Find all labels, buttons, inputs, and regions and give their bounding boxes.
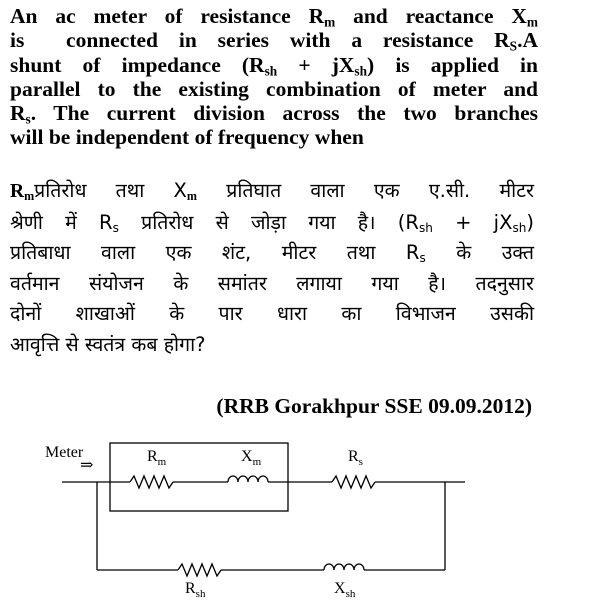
question-line bbox=[10, 28, 538, 52]
rs-label: $R_s$ bbox=[348, 448, 363, 468]
text-run: R bbox=[10, 181, 25, 202]
text-run: R bbox=[10, 101, 26, 126]
subscript: sh bbox=[264, 62, 278, 78]
question-line: will be independent of frequency when bbox=[10, 125, 364, 150]
question-english bbox=[10, 4, 538, 150]
question-line bbox=[10, 238, 534, 269]
subscript: s bbox=[419, 251, 426, 266]
text-run: + jX bbox=[277, 52, 355, 77]
subscript: s bbox=[25, 111, 31, 127]
question-line bbox=[10, 208, 534, 239]
subscript: sh bbox=[418, 220, 433, 235]
question-hindi bbox=[10, 176, 534, 361]
subscript: S bbox=[509, 38, 518, 54]
xm-label: $X_m$ bbox=[241, 448, 262, 468]
arrow-icon: ⇒ bbox=[80, 457, 94, 474]
question-line: दोनों शाखाओं के पार धारा का विभाजन उसकी bbox=[10, 302, 534, 326]
rm-label: $R_m$ bbox=[147, 448, 167, 468]
text-run: प्रतिबाधा वाला एक शंट, मीटर तथा R bbox=[10, 241, 420, 265]
question-line bbox=[10, 101, 538, 125]
rm-resistor bbox=[130, 476, 173, 488]
exam-source: (RRB Gorakhpur SSE 09.09.2012) bbox=[216, 394, 532, 418]
text-run: प्रतिरोध तथा X bbox=[34, 179, 187, 202]
subscript: m bbox=[526, 14, 538, 30]
rsh-label: $R_{sh}$ bbox=[185, 580, 206, 600]
text-run: के उक्त bbox=[425, 241, 534, 265]
subscript: m bbox=[24, 189, 35, 204]
text-run: प्रतिरोध से जोड़ा गया है। (R bbox=[118, 210, 419, 234]
text-run: An ac meter of resistance R bbox=[10, 4, 325, 28]
xm-inductor bbox=[228, 476, 268, 482]
question-line bbox=[10, 176, 534, 208]
text-run: ) bbox=[526, 210, 535, 234]
text-run: श्रेणी में R bbox=[10, 210, 113, 234]
text-run: प्रतिघात वाला एक ए.सी. मीटर bbox=[196, 179, 535, 202]
circuit-diagram bbox=[0, 430, 596, 608]
text-run: and reactance X bbox=[335, 4, 527, 28]
subscript: m bbox=[324, 14, 336, 30]
question-line: parallel to the existing combination of meter and bbox=[10, 76, 538, 101]
subscript: s bbox=[112, 220, 119, 235]
question-line: वर्तमान संयोजन के समांतर लगाया गया है। तदनुसार bbox=[10, 271, 534, 295]
meter-label: Meter bbox=[45, 444, 84, 461]
text-run: . The current division across the two branches bbox=[30, 101, 538, 126]
rsh-resistor bbox=[178, 564, 221, 576]
text-run: .A bbox=[517, 28, 538, 53]
subscript: sh bbox=[354, 62, 368, 78]
text-run: is connected in series with a resistance R bbox=[10, 28, 510, 53]
xsh-inductor bbox=[324, 564, 364, 570]
text-run: shunt of impedance (R bbox=[10, 52, 265, 77]
subscript: sh bbox=[512, 220, 527, 235]
question-line bbox=[10, 4, 538, 28]
subscript: m bbox=[186, 189, 197, 204]
question-line bbox=[10, 53, 538, 77]
text-run: + jX bbox=[432, 210, 513, 234]
question-line: आवृत्ति से स्वतंत्र कब होगा? bbox=[10, 332, 206, 356]
text-run: ) is applied in bbox=[367, 52, 538, 77]
rs-resistor bbox=[332, 476, 375, 488]
xsh-label: $X_{sh}$ bbox=[334, 580, 356, 600]
